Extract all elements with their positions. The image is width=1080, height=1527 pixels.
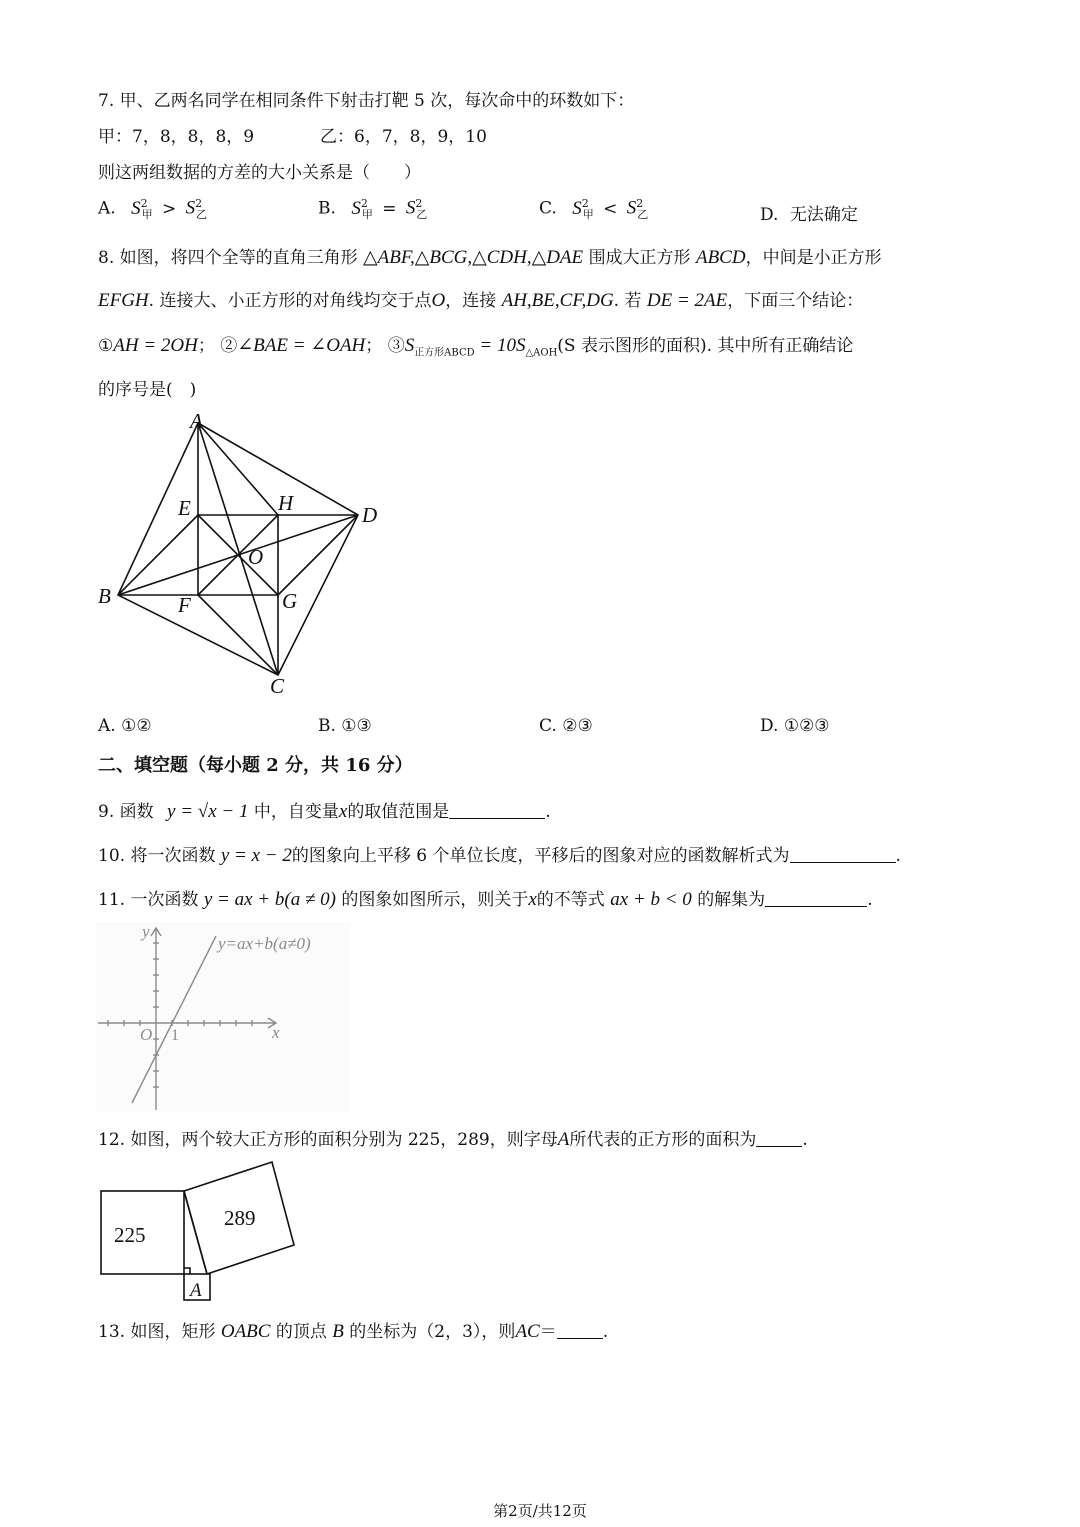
- segment-be: [118, 515, 198, 595]
- text: 12. 如图，两个较大正方形的面积分别为 225，289，则字母: [98, 1130, 558, 1150]
- subscript: △AOH: [525, 347, 558, 359]
- segment-dg: [278, 515, 358, 595]
- option-label: C.: [539, 198, 557, 219]
- q8-line1: [98, 243, 882, 269]
- exponent: 2: [581, 197, 589, 210]
- text: 的顶点: [275, 1322, 327, 1342]
- small-square-name: EFGH: [98, 290, 149, 311]
- diagonal-ac: [198, 423, 278, 675]
- q8-line3: [98, 331, 853, 358]
- label-e: E: [178, 496, 191, 520]
- segments: AH,BE,CF,DG: [501, 290, 614, 311]
- q8-option-b[interactable]: B. ①③: [318, 716, 372, 736]
- q7-stem: 7. 甲、乙两名同学在相同条件下射击打靶 5 次，每次命中的环数如下：: [98, 91, 635, 111]
- q7-option-a[interactable]: [98, 197, 207, 222]
- q12-figure: [96, 1158, 301, 1306]
- q11-graph: [96, 922, 351, 1112]
- q8-option-c[interactable]: C. ②③: [539, 716, 593, 736]
- period: .: [867, 890, 873, 910]
- q7-data-yi: 乙：6，7，8，9，10: [320, 127, 487, 147]
- area-symbol: S: [404, 335, 415, 356]
- variance-symbol: S: [131, 197, 141, 219]
- label-o: O: [248, 545, 264, 569]
- text: 的图象向上平移 6 个单位长度，平移后的图象对应的函数解析式为: [291, 846, 790, 866]
- equation: = 10S: [474, 335, 526, 356]
- subscript-yi: 乙: [196, 208, 208, 222]
- subscript-yi: 乙: [637, 208, 649, 222]
- text: 13. 如图，矩形: [98, 1322, 216, 1342]
- page-footer: 第2页/共12页: [493, 1502, 587, 1520]
- label-225: 225: [114, 1223, 146, 1247]
- period: .: [602, 1322, 609, 1342]
- q7-option-d[interactable]: [760, 200, 858, 225]
- answer-blank[interactable]: [756, 1130, 802, 1147]
- label-f: F: [178, 593, 191, 617]
- q12: [98, 1125, 808, 1151]
- text: 围成大正方形: [588, 248, 691, 268]
- relation: =: [382, 198, 397, 219]
- answer-blank[interactable]: [557, 1322, 603, 1339]
- label-289: 289: [224, 1206, 256, 1230]
- segment-ac: AC: [515, 1321, 540, 1342]
- answer-blank[interactable]: [765, 890, 867, 907]
- variance-symbol: S: [351, 197, 361, 219]
- exponent: 2: [195, 197, 203, 210]
- label-a: A: [190, 1280, 202, 1301]
- variance-symbol: S: [626, 197, 637, 219]
- text: (S 表示图形的面积). 其中所有正确结论: [557, 336, 854, 356]
- big-square-name: ABCD: [695, 247, 746, 268]
- label-h: H: [278, 491, 294, 515]
- segment-ah: [198, 423, 278, 515]
- point-b: B: [332, 1321, 344, 1342]
- q10: [98, 841, 901, 867]
- text: ，下面三个结论：: [727, 291, 864, 311]
- q9: [98, 797, 551, 823]
- label-a: A: [190, 409, 203, 433]
- q10-formula: y = x − 2: [220, 845, 292, 866]
- separator: ；: [365, 336, 383, 356]
- exponent: 2: [636, 197, 644, 210]
- triangles: △ABF,△BCG,△CDH,△DAE: [363, 247, 584, 268]
- answer-blank[interactable]: [449, 802, 545, 819]
- text: . 连接大、小正方形的对角线均交于点: [148, 291, 432, 311]
- text: 所代表的正方形的面积为: [569, 1130, 757, 1150]
- option-label: B.: [318, 198, 336, 219]
- q11: [98, 885, 873, 911]
- q8-figure: [90, 405, 390, 700]
- variable: A: [557, 1129, 570, 1150]
- q7-data-jia: 甲：7，8，8，8，9: [98, 127, 255, 147]
- text: 的解集为: [697, 890, 766, 910]
- subscript: 正方形ABCD: [414, 347, 475, 359]
- text: 8. 如图，将四个全等的直角三角形: [98, 248, 358, 268]
- q9-formula: y = √x − 1: [167, 801, 249, 822]
- option-label: A.: [98, 198, 116, 219]
- text: . 若: [613, 291, 642, 311]
- exponent: 2: [140, 197, 148, 210]
- x-axis-label: x: [272, 1023, 280, 1042]
- text: 的取值范围是: [347, 802, 450, 822]
- label-c: C: [270, 674, 285, 698]
- point-o: O: [431, 290, 446, 311]
- subscript-yi: 乙: [416, 208, 428, 222]
- relation: >: [162, 198, 177, 219]
- text: 的图象如图所示，则关于: [341, 890, 529, 910]
- option-label: D.: [760, 205, 779, 225]
- conclusion-1: AH = 2OH: [113, 335, 198, 356]
- relation: <: [603, 198, 618, 219]
- circled-number: ③: [387, 336, 405, 356]
- period: .: [545, 802, 551, 822]
- text: 9. 函数: [98, 802, 154, 822]
- origin-label: O: [140, 1025, 153, 1044]
- period: .: [802, 1130, 808, 1150]
- tick-one-label: 1: [171, 1027, 179, 1044]
- text: 的不等式: [536, 890, 605, 910]
- q8-line2: [98, 286, 863, 312]
- text: ，连接: [445, 291, 497, 311]
- subscript-jia: 甲: [141, 208, 153, 222]
- circled-number: ②: [220, 336, 238, 356]
- variance-symbol: S: [405, 197, 416, 219]
- variance-symbol: S: [572, 197, 582, 219]
- q11-formula: y = ax + b(a ≠ 0): [203, 889, 336, 910]
- answer-blank[interactable]: [790, 846, 896, 863]
- section-title: 二、填空题（每小题 2 分，共 16 分）: [98, 755, 413, 776]
- subscript-jia: 甲: [361, 208, 373, 222]
- q8-line4: 的序号是( ): [98, 380, 197, 400]
- right-angle-mark: [184, 1268, 190, 1274]
- rectangle-name: OABC: [220, 1321, 271, 1342]
- separator: ；: [197, 336, 215, 356]
- text: 的坐标为（2，3），则: [349, 1322, 516, 1342]
- text: ＝: [539, 1322, 557, 1342]
- text: ，中间是小正方形: [745, 248, 882, 268]
- q7-question: 则这两组数据的方差的大小关系是（ ）: [98, 163, 421, 183]
- variance-symbol: S: [185, 197, 196, 219]
- q7-option-c[interactable]: [539, 197, 648, 222]
- period: .: [895, 846, 901, 866]
- q13: [98, 1317, 608, 1343]
- q8-option-d[interactable]: D. ①②③: [760, 716, 830, 736]
- text: 11. 一次函数: [98, 890, 199, 910]
- option-text: 无法确定: [789, 205, 858, 225]
- condition: DE = 2AE: [646, 290, 728, 311]
- conclusion-2: ∠BAE = ∠OAH: [237, 335, 366, 356]
- inequality: ax + b < 0: [610, 889, 692, 910]
- label-b: B: [98, 584, 111, 608]
- exponent: 2: [415, 197, 423, 210]
- text: 10. 将一次函数: [98, 846, 216, 866]
- exponent: 2: [360, 197, 368, 210]
- label-g: G: [282, 589, 298, 613]
- q8-option-a[interactable]: A. ①②: [98, 716, 152, 736]
- q7-option-b[interactable]: [318, 197, 427, 222]
- line-label: y=ax+b(a≠0): [218, 934, 311, 953]
- circled-number: ①: [98, 336, 114, 356]
- variable: x: [528, 889, 537, 910]
- y-axis-label: y: [142, 922, 150, 941]
- text: 中，自变量: [253, 802, 339, 822]
- subscript-jia: 甲: [582, 208, 594, 222]
- variable: x: [338, 801, 348, 822]
- label-d: D: [362, 503, 378, 527]
